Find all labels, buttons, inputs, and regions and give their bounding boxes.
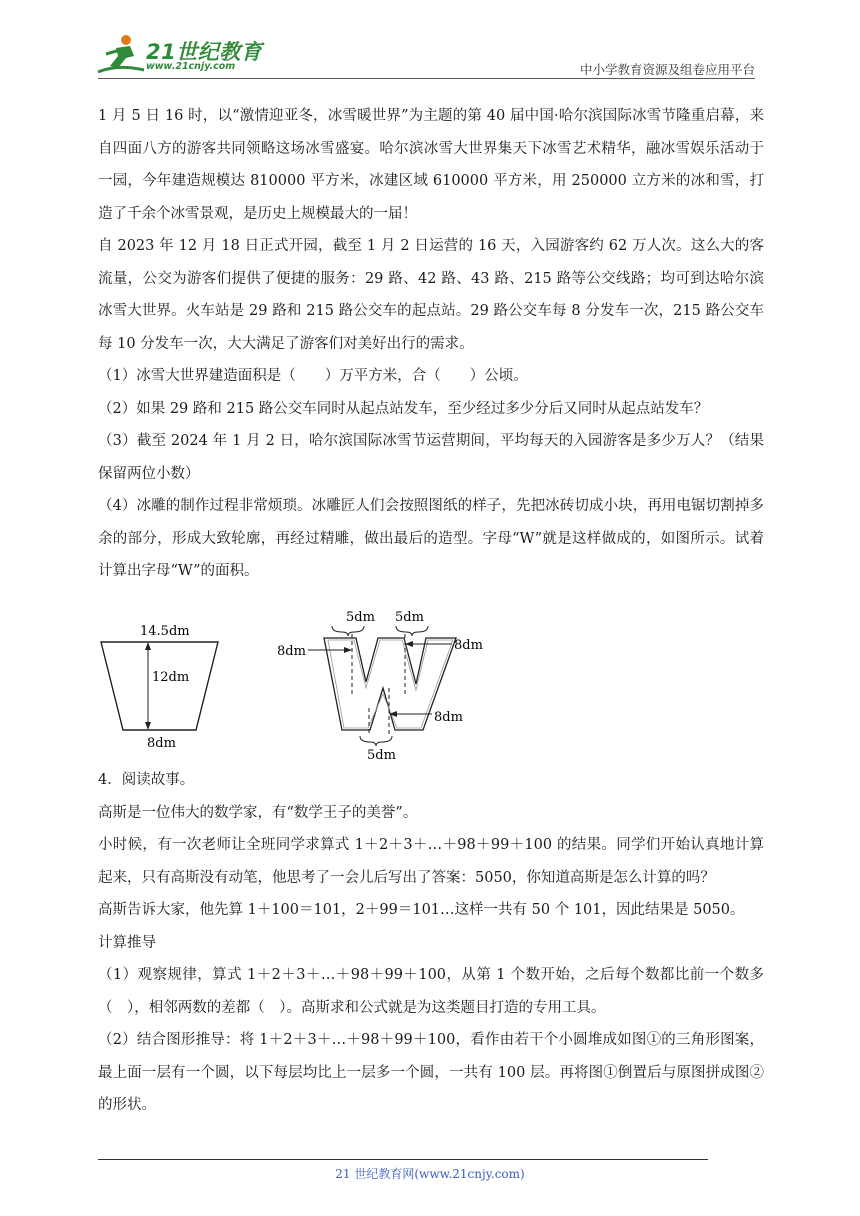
sub-question-2: （2）结合图形推导：将 1＋2＋3＋…＋98＋99＋100，看作由若干个小圆堆成如图①的三角形图案，最上面一层有一个圆，以下每层均比上一层多一个圆，一共有 100 层。再将图①倒置后与原图拼成图②的形状。 — [98, 1032, 764, 1113]
figures — [98, 604, 518, 764]
story-text — [98, 764, 764, 1122]
question-text — [98, 100, 764, 588]
story-paragraph-3: 高斯告诉大家，他先算 1＋100＝101，2＋99＝101…这样一共有 50 个 101，因此结果是 5050。 — [98, 902, 745, 918]
footer-divider — [98, 1159, 708, 1160]
page-header — [0, 0, 860, 82]
paragraph-bus: 自 2023 年 12 月 18 日正式开园，截至 1 月 2 日运营的 16 天，入园游客约 62 万人次。这么大的客流量，公交为游客们提供了便捷的服务：29 路、42 路、43 路、215 路等公交线路；均可到达哈尔滨冰雪大世界。火车站是 29 路和 215 路公交车的起点站。29 路公交车每 8 分发车一次，215 路公交车每 10 分发车一次，大大满足了游客们对美好出行的需求。 — [98, 238, 764, 352]
w-bottom-label: 5dm — [367, 748, 396, 763]
story-paragraph-1: 高斯是一位伟大的数学家，有“数学王子的美誉”。 — [98, 804, 418, 821]
question-4-title: 4．阅读故事。 — [98, 772, 195, 788]
platform-name: 中小学教育资源及组卷应用平台 — [579, 62, 755, 77]
trapezoid-top-label: 14.5dm — [140, 624, 190, 639]
question-2: （2）如果 29 路和 215 路公交车同时从起点站发车，至少经过多少分后又同时从起点站发车？ — [98, 400, 709, 417]
w-top-left-label: 5dm — [346, 610, 375, 625]
w-letter-figure — [277, 610, 483, 763]
site-logo — [96, 34, 266, 78]
sub-question-1: （1）观察规律，算式 1＋2＋3＋…＋98＋99＋100，从第 1 个数开始，之后每个数都比前一个数多（ ），相邻两数的差都（ ）。高斯求和公式就是为这类题目打造的专用工具。 — [98, 967, 764, 1016]
w-left-label: 8dm — [277, 644, 306, 659]
header-divider — [98, 78, 755, 79]
trapezoid-figure — [101, 624, 218, 751]
trapezoid-height-label: 12dm — [152, 670, 190, 685]
trapezoid-bottom-label: 8dm — [147, 736, 176, 751]
section-heading: 计算推导 — [98, 934, 156, 951]
question-3: （3）截至 2024 年 1 月 2 日，哈尔滨国际冰雪节运营期间，平均每天的入园游客是多少万人？（结果保留两位小数） — [98, 433, 764, 482]
logo-text: 21世纪教育 — [146, 40, 263, 64]
page-footer: 21 世纪教育网(www.21cnjy.com) — [335, 1167, 525, 1181]
w-mid-right-label: 8dm — [434, 710, 463, 725]
logo-url: www.21cnjy.com — [146, 61, 236, 72]
runner-icon — [96, 34, 146, 78]
question-4: （4）冰雕的制作过程非常烦琐。冰雕匠人们会按照图纸的样子，先把冰砖切成小块，再用电锯切割掉多余的部分，形成大致轮廓，再经过精雕，做出最后的造型。字母“W”就是这样做成的，如图所示。试着计算出字母“W”的面积。 — [98, 498, 764, 579]
geometry-figures — [98, 604, 518, 764]
paragraph-intro: 1 月 5 日 16 时，以“激情迎亚冬，冰雪暖世界”为主题的第 40 届中国·哈尔滨国际冰雪节隆重启幕，来自四面八方的游客共同领略这场冰雪盛宴。哈尔滨冰雪大世界集天下冰雪艺术精华，融冰雪娱乐活动于一园，今年建造规模达 810000 平方米，冰建区域 610000 平方米，用 250000 立方米的冰和雪，打造了千余个冰雪景观，是历史上规模最大的一届！ — [98, 108, 764, 222]
question-1: （1）冰雪大世界建造面积是（ ）万平方米，合（ ）公顷。 — [98, 368, 528, 384]
story-paragraph-2: 小时候，有一次老师让全班同学求算式 1＋2＋3＋…＋98＋99＋100 的结果。同学们开始认真地计算起来，只有高斯没有动笔，他思考了一会儿后写出了答案：5050，你知道高斯是怎么计算的吗？ — [98, 837, 764, 886]
w-right-label: 8dm — [454, 638, 483, 653]
w-top-right-label: 5dm — [395, 610, 424, 625]
